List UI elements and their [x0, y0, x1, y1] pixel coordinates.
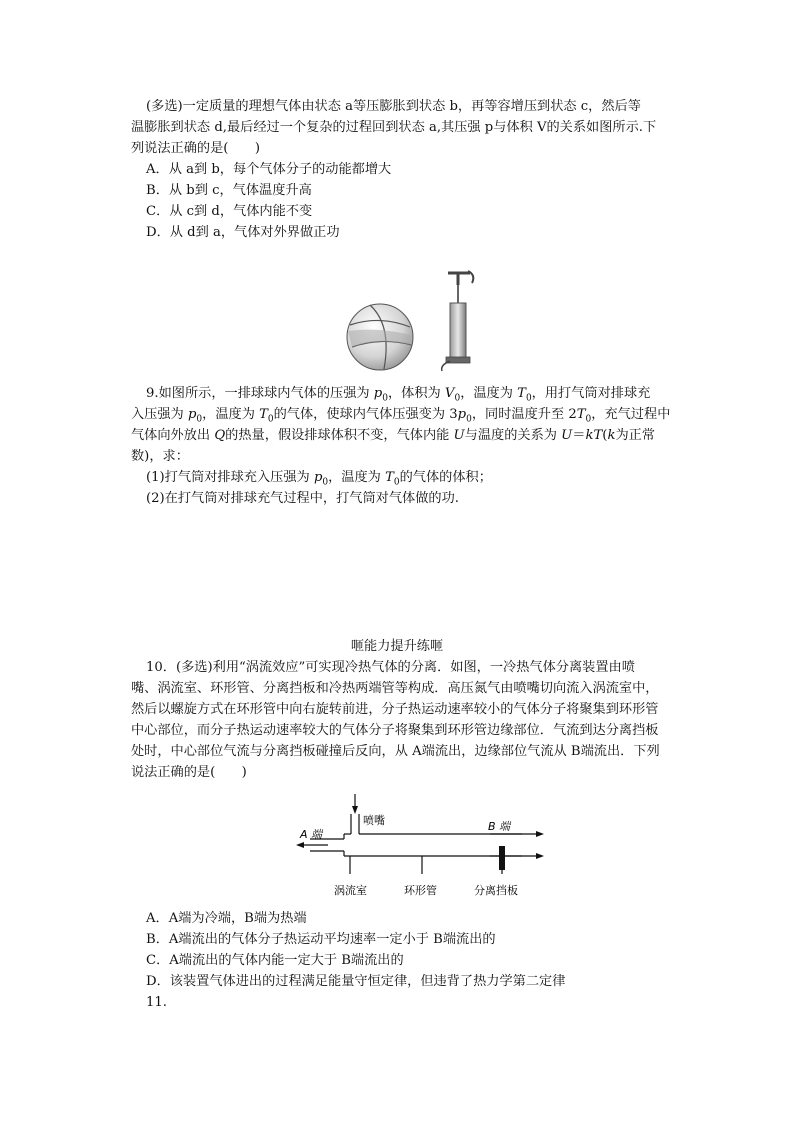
volleyball-and-pump-figure — [340, 265, 480, 375]
q10-option-d: D．该装置气体进出的过程满足能量守恒定律，但违背了热力学第二定律 — [146, 974, 566, 989]
q8-option-d: D．从 d到 a，气体对外界做正功 — [146, 225, 340, 240]
section-title: 咂能力提升练咂 — [350, 639, 444, 654]
q9-stem-line-4: 数)，求： — [131, 449, 189, 464]
q10-option-a: A．A端为冷端，B端为热端 — [146, 911, 307, 926]
label-nozzle: 喷嘴 — [363, 814, 385, 827]
label-vortex-chamber: 涡流室 — [334, 884, 367, 897]
q8-option-a: A．从 a到 b，每个气体分子的动能都增大 — [146, 162, 392, 177]
q9-stem-line-2: 入压强为 $p_0$，温度为 $T_0$的气体，使球内气体压强变为 $3p_0$，同时温度升至 $2T_0$，充气过程中 — [131, 407, 671, 425]
q10-stem-line-5: 处时，中心部位气流与分离挡板碰撞后反向，从 A端流出，边缘部位气流从 B端流出．下列 — [131, 744, 660, 759]
q8-option-c: C．从 c到 d，气体内能不变 — [146, 204, 313, 219]
q9-part-2: (2)在打气筒对排球充气过程中，打气筒对气体做的功. — [146, 491, 459, 506]
separation-baffle — [499, 846, 505, 870]
q9-stem-line-3: 气体向外放出 Q的热量，假设排球体积不变，气体内能 U与温度的关系为 U＝kT(k为正常 — [131, 428, 655, 443]
q8-stem-line-2: 温膨胀到状态 d,最后经过一个复杂的过程回到状态 a,其压强 p与体积 V的关系如图所示.下 — [131, 120, 657, 135]
q10-stem-line-4: 中心部位，而分子热运动速率较大的气体分子将聚集到环形管边缘部位．气流到达分离挡板 — [131, 723, 659, 738]
label-b-end: B 端 — [488, 820, 511, 833]
q10-stem-line-1: 10．(多选)利用“涡流效应”可实现冷热气体的分离．如图，一冷热气体分离装置由喷 — [146, 660, 635, 675]
q8-option-b: B．从 b到 c，气体温度升高 — [146, 183, 312, 198]
q10-option-c: C．A端流出的气体内能一定大于 B端流出的 — [146, 953, 404, 968]
label-baffle: 分离挡板 — [474, 884, 518, 897]
q9-stem-line-1: 9.如图所示，一排球球内气体的压强为 $p_0$，体积为 $V_0$，温度为 $T_0$，用打气筒对排球充 — [146, 386, 651, 404]
q9-part-1: (1)打气筒对排球充入压强为 $p_0$，温度为 $T_0$的气体的体积； — [146, 470, 492, 488]
q8-stem-line-3: 列说法正确的是( ) — [131, 141, 260, 156]
q10-stem-line-2: 嘴、涡流室、环形管、分离挡板和冷热两端管等构成．高压氮气由喷嘴切向流入涡流室中， — [131, 681, 659, 696]
q10-option-b: B．A端流出的气体分子热运动平均速率一定小于 B端流出的 — [146, 932, 496, 947]
q10-stem-line-3: 然后以螺旋方式在环形管中向右旋转前进，分子热运动速率较小的气体分子将聚集到环形管 — [131, 702, 659, 717]
label-ring-tube: 环形管 — [404, 884, 437, 897]
volleyball-icon — [347, 304, 413, 370]
q11-number: 11. — [146, 995, 167, 1010]
q8-stem-line-1: (多选)一定质量的理想气体由状态 a等压膨胀到状态 b，再等容增压到状态 c，然后等 — [146, 99, 641, 114]
air-pump-icon — [442, 271, 474, 371]
vortex-tube-diagram — [290, 790, 560, 902]
q10-stem-line-6: 说法正确的是( ) — [131, 765, 247, 780]
label-a-end: A 端 — [300, 828, 323, 841]
